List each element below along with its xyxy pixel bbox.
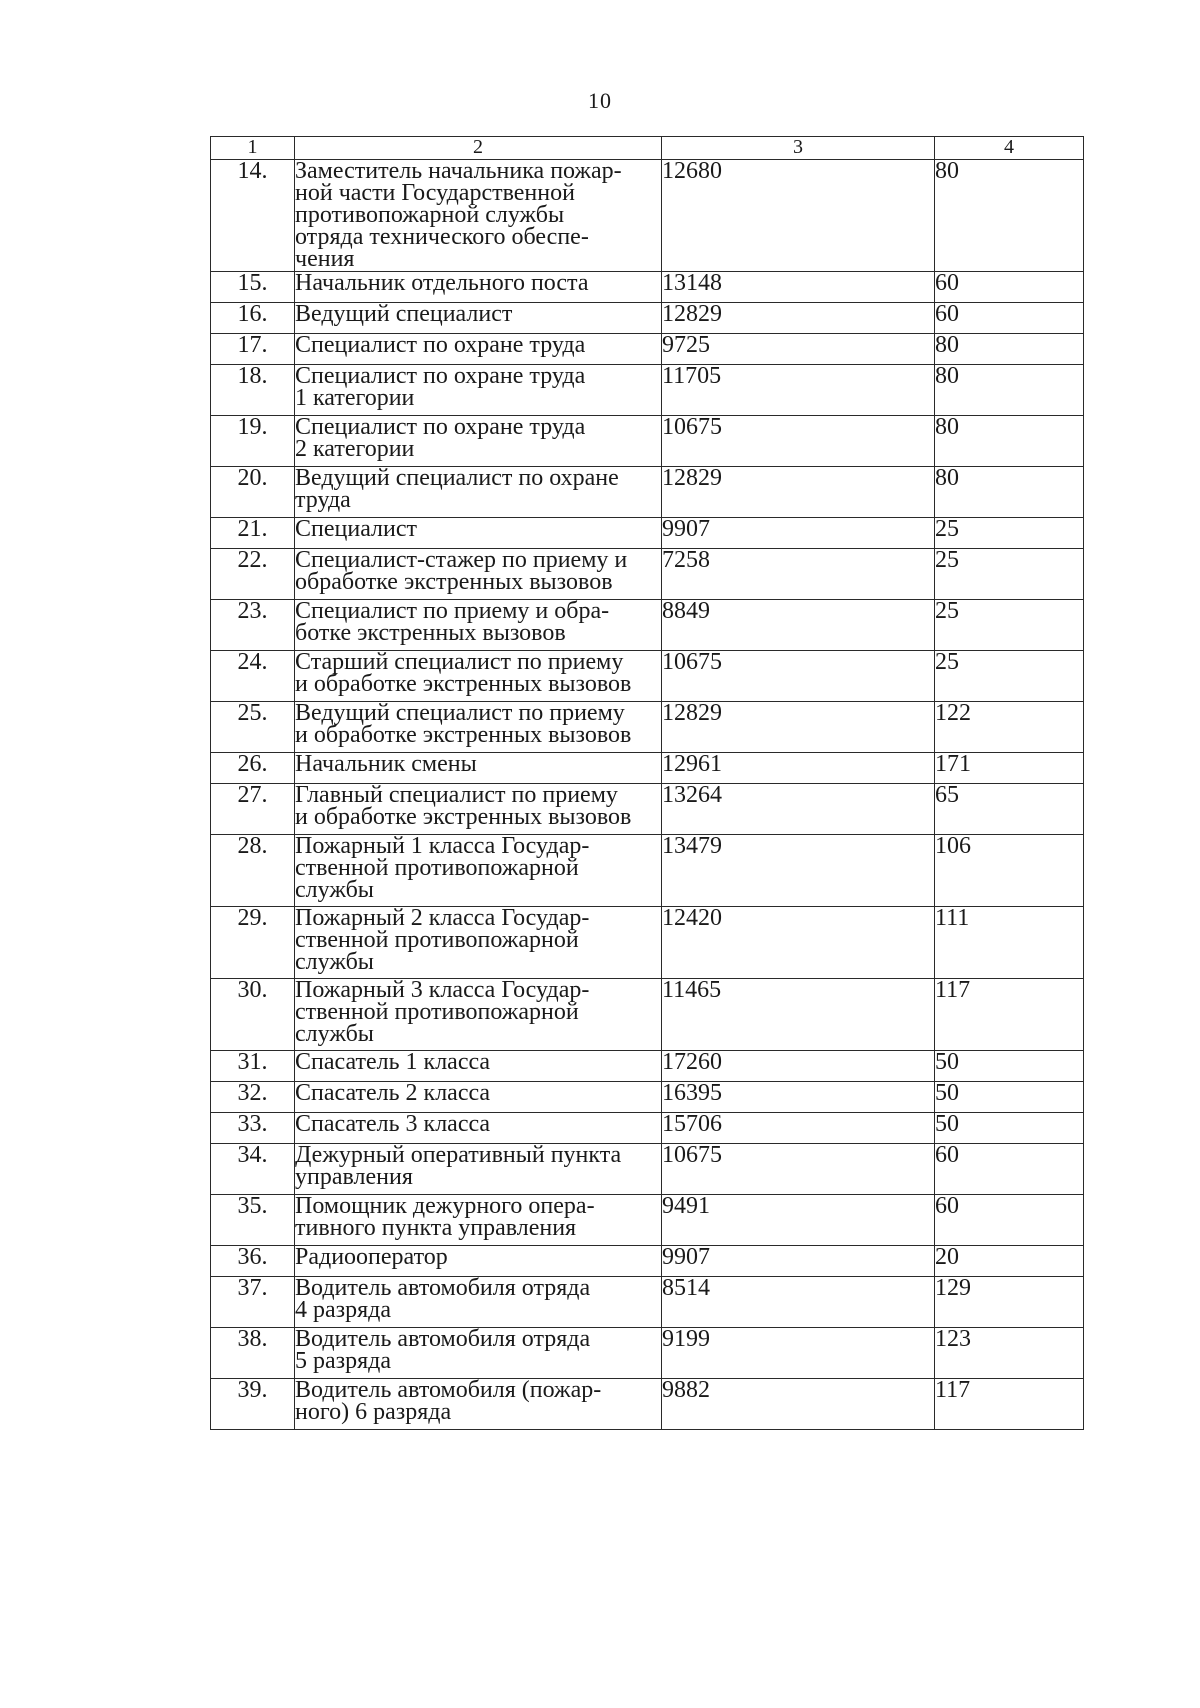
table-row [211,160,1084,272]
position-name: Водитель автомобиля отряда 5 разряда [295,1328,662,1379]
position-name: Помощник дежурного опера- тивного пункта управления [295,1195,662,1246]
table-body [211,160,1084,1430]
position-name: Спасатель 2 класса [295,1082,662,1113]
col3-value: 11465 [662,979,935,1051]
table-row [211,416,1084,467]
table-row [211,600,1084,651]
row-number: 14. [211,160,295,272]
row-number: 17. [211,334,295,365]
table-row [211,467,1084,518]
position-name: Главный специалист по приему и обработке экстренных вызовов [295,784,662,835]
col4-value: 60 [935,303,1084,334]
row-number: 27. [211,784,295,835]
table-row [211,518,1084,549]
position-name: Пожарный 3 класса Государ- ственной противопожарной службы [295,979,662,1051]
col3-value: 12680 [662,160,935,272]
table-row [211,365,1084,416]
row-number: 29. [211,907,295,979]
col3-value: 11705 [662,365,935,416]
position-name: Начальник отдельного поста [295,272,662,303]
col4-value: 65 [935,784,1084,835]
row-number: 37. [211,1277,295,1328]
table-row [211,1113,1084,1144]
position-name: Ведущий специалист по приему и обработке экстренных вызовов [295,702,662,753]
table-row [211,1328,1084,1379]
table-row [211,651,1084,702]
table-row [211,549,1084,600]
col4-value: 117 [935,979,1084,1051]
col3-value: 13148 [662,272,935,303]
col3-value: 12829 [662,702,935,753]
row-number: 33. [211,1113,295,1144]
table-row [211,907,1084,979]
col4-value: 60 [935,1195,1084,1246]
position-name: Дежурный оперативный пункта управления [295,1144,662,1195]
position-name: Спасатель 1 класса [295,1051,662,1082]
row-number: 26. [211,753,295,784]
row-number: 30. [211,979,295,1051]
table-row [211,784,1084,835]
col3-value: 9725 [662,334,935,365]
row-number: 21. [211,518,295,549]
position-name: Начальник смены [295,753,662,784]
position-name: Специалист по охране труда 1 категории [295,365,662,416]
row-number: 20. [211,467,295,518]
row-number: 18. [211,365,295,416]
position-name: Водитель автомобиля (пожар- ного) 6 разряда [295,1379,662,1430]
table-row [211,1195,1084,1246]
col3-value: 12420 [662,907,935,979]
row-number: 34. [211,1144,295,1195]
col4-value: 111 [935,907,1084,979]
position-name: Специалист по охране труда 2 категории [295,416,662,467]
staff-table [210,136,1084,1430]
col3-value: 9907 [662,518,935,549]
col4-value: 80 [935,160,1084,272]
position-name: Старший специалист по приему и обработке экстренных вызовов [295,651,662,702]
row-number: 39. [211,1379,295,1430]
col4-value: 25 [935,518,1084,549]
row-number: 25. [211,702,295,753]
table-row [211,1051,1084,1082]
position-name: Заместитель начальника пожар- ной части Государственной противопожарной службы отряда технического обеспе- чения [295,160,662,272]
table-row [211,979,1084,1051]
position-name: Ведущий специалист по охране труда [295,467,662,518]
row-number: 22. [211,549,295,600]
position-name: Ведущий специалист [295,303,662,334]
col3-value: 15706 [662,1113,935,1144]
col3-value: 12829 [662,467,935,518]
col3-value: 17260 [662,1051,935,1082]
col4-value: 80 [935,416,1084,467]
position-name: Специалист-стажер по приему и обработке экстренных вызовов [295,549,662,600]
col3-value: 10675 [662,651,935,702]
col3-value: 7258 [662,549,935,600]
table-row [211,1277,1084,1328]
table-header-row [211,137,1084,160]
table-row [211,1246,1084,1277]
header-col-2: 2 [295,137,662,160]
col4-value: 117 [935,1379,1084,1430]
col3-value: 9491 [662,1195,935,1246]
col4-value: 60 [935,1144,1084,1195]
page-number: 10 [588,88,612,113]
col4-value: 106 [935,835,1084,907]
table-row [211,334,1084,365]
row-number: 15. [211,272,295,303]
col4-value: 25 [935,600,1084,651]
col3-value: 9907 [662,1246,935,1277]
header-col-1: 1 [211,137,295,160]
row-number: 31. [211,1051,295,1082]
position-name: Пожарный 1 класса Государ- ственной противопожарной службы [295,835,662,907]
table-row [211,1379,1084,1430]
table-header [211,137,1084,160]
col4-value: 50 [935,1082,1084,1113]
header-col-4: 4 [935,137,1084,160]
position-name: Водитель автомобиля отряда 4 разряда [295,1277,662,1328]
row-number: 16. [211,303,295,334]
col3-value: 9199 [662,1328,935,1379]
col4-value: 80 [935,334,1084,365]
row-number: 28. [211,835,295,907]
position-name: Специалист [295,518,662,549]
col4-value: 50 [935,1113,1084,1144]
col4-value: 122 [935,702,1084,753]
table-row [211,753,1084,784]
table-row [211,272,1084,303]
col4-value: 80 [935,467,1084,518]
row-number: 36. [211,1246,295,1277]
col4-value: 123 [935,1328,1084,1379]
table-row [211,835,1084,907]
position-name: Спасатель 3 класса [295,1113,662,1144]
table-row [211,303,1084,334]
table-row [211,1082,1084,1113]
position-name: Специалист по приему и обра- ботке экстренных вызовов [295,600,662,651]
row-number: 24. [211,651,295,702]
row-number: 35. [211,1195,295,1246]
table-row [211,702,1084,753]
col4-value: 25 [935,651,1084,702]
header-col-3: 3 [662,137,935,160]
col4-value: 50 [935,1051,1084,1082]
col3-value: 9882 [662,1379,935,1430]
col3-value: 8514 [662,1277,935,1328]
col3-value: 13264 [662,784,935,835]
row-number: 19. [211,416,295,467]
position-name: Пожарный 2 класса Государ- ственной противопожарной службы [295,907,662,979]
row-number: 23. [211,600,295,651]
col4-value: 25 [935,549,1084,600]
position-name: Специалист по охране труда [295,334,662,365]
col4-value: 80 [935,365,1084,416]
col4-value: 60 [935,272,1084,303]
position-name: Радиооператор [295,1246,662,1277]
row-number: 38. [211,1328,295,1379]
col3-value: 10675 [662,416,935,467]
col4-value: 20 [935,1246,1084,1277]
col4-value: 129 [935,1277,1084,1328]
col3-value: 12961 [662,753,935,784]
col3-value: 12829 [662,303,935,334]
row-number: 32. [211,1082,295,1113]
col4-value: 171 [935,753,1084,784]
col3-value: 10675 [662,1144,935,1195]
col3-value: 8849 [662,600,935,651]
col3-value: 13479 [662,835,935,907]
col3-value: 16395 [662,1082,935,1113]
table-row [211,1144,1084,1195]
